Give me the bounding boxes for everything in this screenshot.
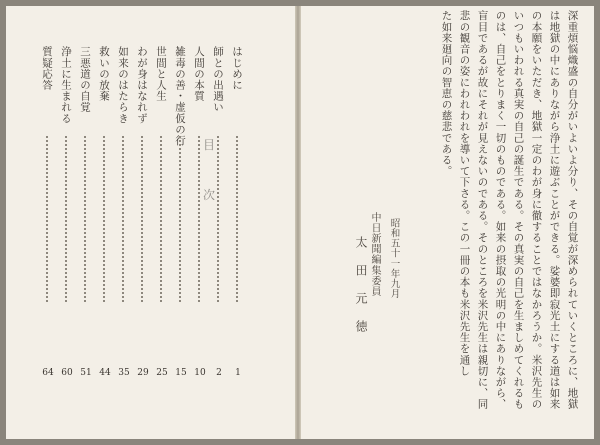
author-affiliation: 中日新聞編集委員: [369, 212, 380, 297]
leader-dots: [198, 136, 202, 302]
toc-entry[interactable]: [97, 46, 113, 378]
toc-entry[interactable]: [116, 46, 132, 378]
preface-line: は地獄の中にありながら浄土に遊ぶことができる。娑婆即寂光土にする道は如来: [548, 10, 561, 410]
preface-page: [301, 6, 594, 439]
toc-entry[interactable]: [154, 46, 170, 378]
toc-entry-page: 35: [118, 368, 130, 378]
toc-entry-title: 雑毒の善・虚仮の行: [174, 46, 186, 146]
leader-dots: [160, 136, 164, 302]
toc-entry-title: 如来のはたらき: [117, 46, 129, 124]
toc-entry-title: 浄土に生まれる: [60, 46, 72, 124]
leader-dots: [122, 136, 126, 302]
toc-entry[interactable]: [40, 46, 56, 378]
preface-date: 昭和五十一年九月: [388, 218, 400, 299]
preface-line: いつもいわれる真実の自己の誕生である。その真実の自己を生ましめてくれるも: [512, 10, 525, 410]
toc-entry[interactable]: [230, 46, 246, 378]
leader-dots: [84, 136, 88, 302]
toc-entry-title: 世間と人生: [155, 46, 167, 102]
preface-line: 盲目であるが故にそれが見えないのである。そのところを米沢先生は親切に、同: [476, 10, 489, 410]
toc-entry-title: わが身はなれず: [136, 46, 148, 124]
toc-entry[interactable]: [192, 46, 208, 378]
toc-entry[interactable]: [59, 46, 75, 378]
author-name: 太田元徳: [354, 236, 368, 348]
toc-entry[interactable]: [173, 46, 189, 378]
preface-line: 悲の観音の姿にわれわれを導いて下さる。この一冊の本も米沢先生を通し: [458, 10, 471, 377]
toc-entry-title: 師との出遇い: [212, 46, 224, 113]
toc-entry[interactable]: [135, 46, 151, 378]
toc-entry-page: 51: [80, 368, 92, 378]
preface-line: 深重煩悩熾盛の自分がいよいよ分り、その自覚が深められていくところに、地獄: [566, 10, 579, 410]
toc-entry-page: 60: [61, 368, 73, 378]
toc-entry-page: 44: [99, 368, 111, 378]
toc-entry-page: 15: [175, 368, 187, 378]
toc-entry-page: 2: [216, 368, 222, 378]
leader-dots: [217, 136, 221, 302]
leader-dots: [46, 136, 50, 302]
toc-entry-title: 救いの放棄: [98, 46, 110, 102]
toc-entry-page: 10: [194, 368, 206, 378]
leader-dots: [103, 136, 107, 302]
toc-entry-page: 25: [156, 368, 168, 378]
leader-dots: [236, 136, 240, 302]
toc-entry-title: 三悪道の自覚: [79, 46, 91, 113]
toc-entry-page: 1: [235, 368, 241, 378]
toc-page: [6, 6, 296, 439]
toc-heading-char-1: 目: [203, 138, 216, 152]
preface-line: た如来廻向の智恵の慈悲である。: [440, 10, 453, 177]
preface-line: のは、自己をとりまく一切のものである。如来の摂取の光明の中にありながら、: [494, 10, 507, 410]
toc-entry[interactable]: [211, 46, 227, 378]
leader-dots: [65, 136, 69, 302]
toc-entry-title: はじめに: [231, 46, 243, 91]
toc-entry-page: 64: [42, 368, 54, 378]
toc-entry[interactable]: [78, 46, 94, 378]
preface-line: の本願をいただき、地獄一定のわが身に徹することではなかろうか。米沢先生の: [530, 10, 543, 410]
leader-dots: [179, 136, 183, 302]
toc-entry-title: 人間の本質: [193, 46, 205, 102]
toc-entry-page: 29: [137, 368, 149, 378]
leader-dots: [141, 136, 145, 302]
toc-heading-char-2: 次: [203, 188, 216, 202]
toc-entry-title: 質疑応答: [41, 46, 53, 91]
